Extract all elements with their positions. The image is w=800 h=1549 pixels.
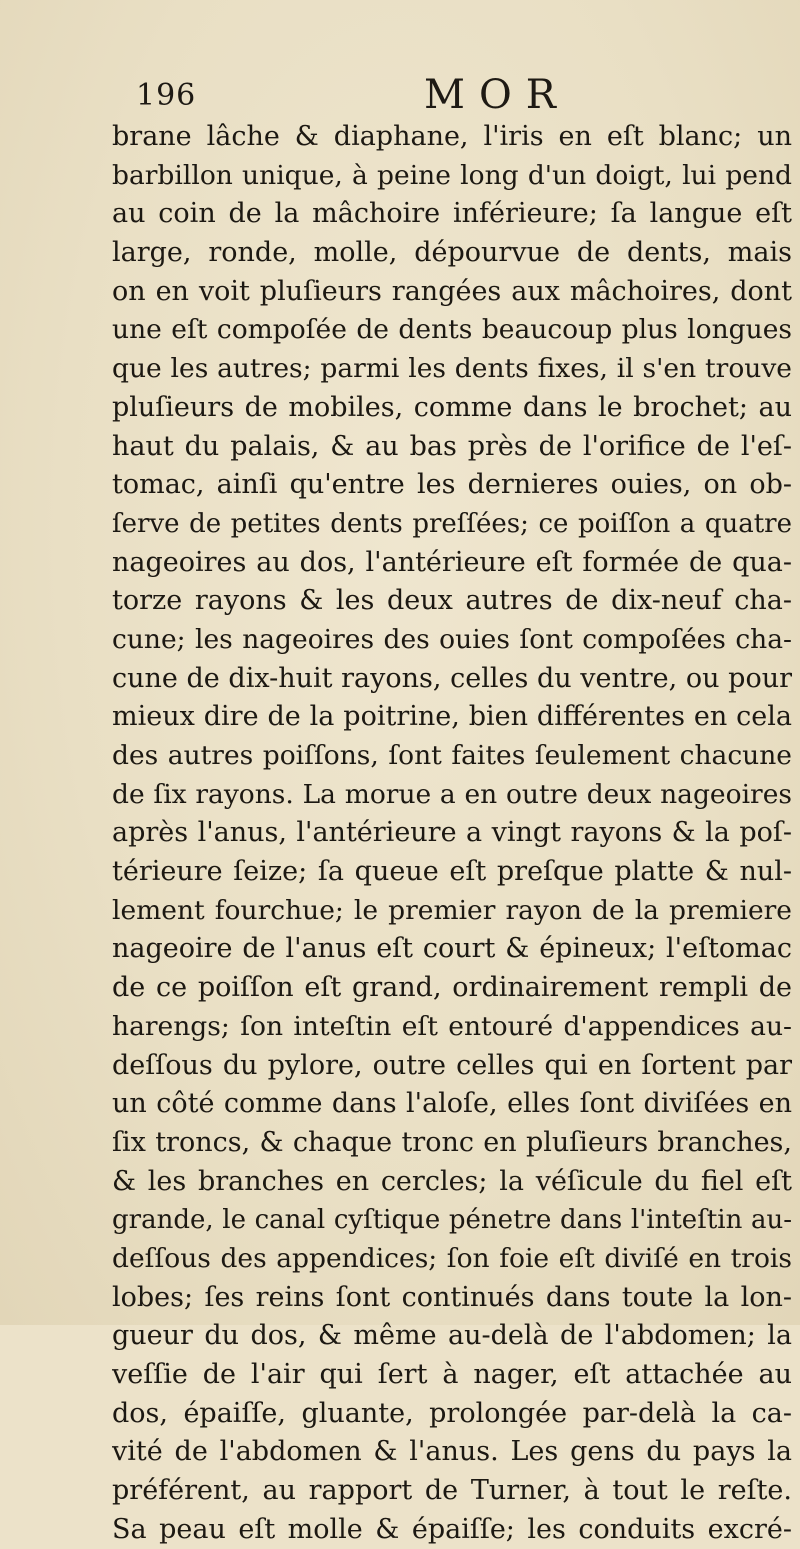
text-line: mieux dire de la poitrine, bien différentes en cela [112, 701, 792, 733]
text-line: de ce poiſſon eſt grand, ordinairement rempli de [112, 972, 792, 1004]
text-line: de ſix rayons. La morue a en outre deux nageoires [112, 778, 792, 810]
text-line: gueur du dos, & même au-delà de l'abdomen; la [112, 1320, 792, 1352]
text-line: préférent, au rapport de Turner, à tout le reſte. [112, 1475, 792, 1507]
text-line: torze rayons & les deux autres de dix-neuf cha- [112, 585, 792, 617]
text-line: ſerve de petites dents preſſées; ce poiſſon a quatre [112, 508, 792, 539]
text-line: au coin de la mâchoire inférieure; ſa langue eſt [112, 198, 792, 230]
text-line: dos, épaiſſe, gluante, prolongée par-delà la ca- [112, 1397, 792, 1429]
text-line: barbillon unique, à peine long d'un doigt, lui pend [112, 159, 792, 191]
page-number: 196 [136, 78, 197, 113]
text-line: large, ronde, molle, dépourvue de dents, mais [112, 237, 792, 269]
text-line: cune; les nageoires des ouies ſont compoſées cha- [112, 623, 792, 655]
text-line: des autres poiſſons, ſont faites ſeulement chacune [112, 740, 792, 771]
text-line: un côté comme dans l'aloſe, elles ſont diviſées en [112, 1088, 792, 1120]
text-line: ſix troncs, & chaque tronc en pluſieurs branches, [112, 1126, 792, 1158]
running-head: MOR [424, 72, 570, 118]
text-line: haut du palais, & au bas près de l'orifice de l'eſ- [112, 430, 792, 462]
text-line: vité de l'abdomen & l'anus. Les gens du pays la [112, 1436, 792, 1468]
text-line: cune de dix-huit rayons, celles du ventre, ou pour [112, 662, 792, 694]
text-line: deſſous des appendices; ſon foie eſt diviſé en trois [112, 1242, 792, 1274]
text-line: une eſt compoſée de dents beaucoup plus longues [112, 314, 792, 346]
text-line: harengs; ſon inteſtin eſt entouré d'appendices au- [112, 1010, 792, 1042]
text-line: brane lâche & diaphane, l'iris en eſt blanc; un [112, 121, 792, 152]
body-text [112, 118, 792, 1549]
text-line: lement fourchue; le premier rayon de la premiere [112, 894, 792, 926]
text-line: nageoire de l'anus eſt court & épineux; l'eſtomac [112, 933, 792, 965]
text-line: lobes; ſes reins ſont continués dans toute la lon- [112, 1281, 792, 1313]
text-line: que les autres; parmi les dents fixes, il s'en trouve [112, 353, 792, 385]
text-line: nageoires au dos, l'antérieure eſt formée de qua- [112, 546, 792, 578]
text-line: térieure ſeize; ſa queue eſt preſque platte & nul- [112, 856, 792, 888]
text-line: deſſous du pylore, outre celles qui en ſortent par [112, 1049, 792, 1081]
text-line: & les branches en cercles; la véſicule du fiel eſt [112, 1165, 792, 1197]
text-line: on en voit pluſieurs rangées aux mâchoires, dont [112, 275, 792, 307]
page-header [0, 72, 800, 122]
text-line: veſſie de l'air qui ſert à nager, eſt attachée au [112, 1359, 792, 1390]
text-line: Sa peau eſt molle & épaiſſe; les conduits excré- [112, 1513, 792, 1545]
text-line: après l'anus, l'antérieure a vingt rayons & la poſ- [112, 817, 792, 849]
text-line: tomac, ainſi qu'entre les dernieres ouies, on ob- [112, 469, 792, 501]
text-line: pluſieurs de mobiles, comme dans le brochet; au [112, 391, 792, 423]
text-line: grande, le canal cyſtique pénetre dans l'inteſtin au- [112, 1205, 792, 1236]
